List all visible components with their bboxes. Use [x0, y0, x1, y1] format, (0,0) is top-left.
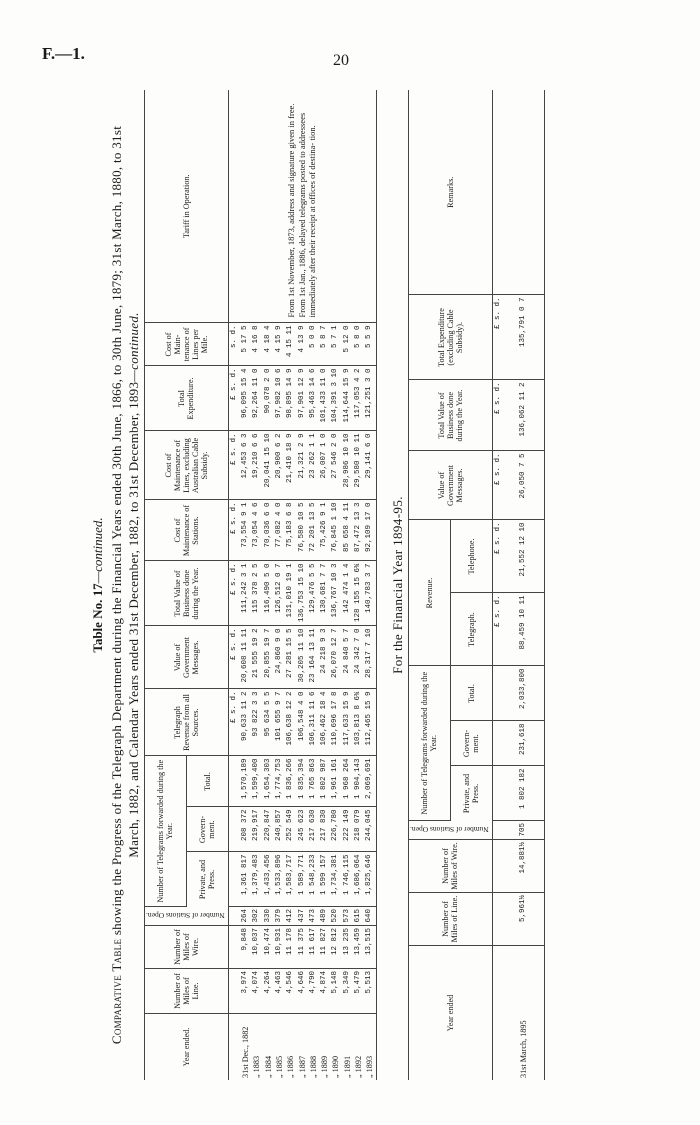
cell-revenue: 112,465 15 9: [364, 689, 376, 756]
cell-m-stations: 75,183 6 8: [285, 500, 296, 561]
cell-year: „ 1890: [331, 1055, 341, 1078]
fy-business: 136,062 11 2: [504, 380, 544, 451]
cell-private: 1,361 817: [240, 852, 251, 907]
cell-m-lines: 23 262 1 1: [308, 431, 319, 500]
cell-total: 1,774,753: [274, 756, 285, 807]
cell-per-mile: 4 15 11: [285, 323, 296, 366]
fy-col-govt-msgs: Value of Government Messages.: [409, 451, 493, 520]
fy-telegraph: 88,459 10 11: [504, 593, 544, 666]
cell-m-lines: 26,007 1 0: [319, 431, 330, 500]
cell-stations: 330: [263, 907, 274, 926]
units-business: £ s. d.: [228, 561, 240, 626]
cell-line: 4,463: [274, 969, 285, 1014]
col-stations: Number of Stations Open.: [146, 911, 225, 921]
cell-govt: 252 549: [285, 807, 296, 852]
fy-units-row: [492, 90, 504, 1080]
cell-revenue: 106,548 4 0: [297, 689, 308, 756]
cell-stations: 302: [251, 907, 262, 926]
fy-col-total: Total.: [450, 666, 492, 721]
cell-m-stations: 72 201 13 5: [308, 500, 319, 561]
cell-wire: 11 827: [319, 926, 330, 969]
cell-govt: 217 630: [308, 807, 319, 852]
cell-total: 1 968 264: [342, 756, 353, 807]
cell-wire: 13,459: [353, 926, 364, 969]
fy-col-expenditure: Total Expenditure (excluding Cable Subsidy).: [409, 295, 493, 380]
cell-m-stations: 76,580 10 5: [297, 500, 308, 561]
cell-wire: 13 235: [342, 926, 353, 969]
cell-per-mile: 4 18 4: [263, 323, 274, 366]
cell-total: 1,654,303: [263, 756, 274, 807]
cell-govt-value: 24 218 9 3: [319, 626, 330, 689]
cell-private: 1,734,381: [330, 852, 341, 907]
fy-units-business: £ s. d.: [492, 380, 504, 451]
cell-year: „ 1883: [252, 1055, 262, 1078]
cell-wire: 11 375: [297, 926, 308, 969]
cell-per-mile: 5 12 0: [342, 323, 353, 366]
cell-govt-value: 24 342 7 0: [353, 626, 364, 689]
cell-year: „ 1892: [354, 1055, 364, 1078]
cell-expend: 95,463 14 6: [308, 366, 319, 431]
cell-total: 1 836,266: [285, 756, 296, 807]
col-maint-stations: Cost of Maintenance of Stations.: [145, 500, 229, 561]
cell-year: „ 1888: [308, 1055, 318, 1078]
col-tariff: Tariff in Operation.: [145, 90, 229, 323]
cell-year: „ 1886: [286, 1055, 296, 1078]
tariff-text: From 1st November, 1873, address and signature given in free. From 1st Jan., 1886, delayed telegrams posted to addressees immediately after their receipt at offices of destina- tion.: [228, 90, 376, 323]
fy-col-stations: Number of Stations Open.: [410, 825, 489, 835]
cell-business: 142 474 1 4: [342, 561, 353, 626]
cell-m-lines: 28,986 10 10: [342, 431, 353, 500]
cell-stations: 437: [297, 907, 308, 926]
fy-telephone: 21,552 12 10: [504, 520, 544, 593]
page-reference: F.—1.: [42, 44, 85, 63]
cell-m-lines: 29,141 6 0: [364, 431, 376, 500]
fy-col-private: Private, and Press.: [450, 766, 492, 821]
col-government: Govern- ment.: [186, 807, 228, 852]
cell-revenue: 93 822 3 3: [251, 689, 262, 756]
cell-private: 1,583,717: [285, 852, 296, 907]
cell-business: 126,512 0 7: [274, 561, 285, 626]
cell-private: 1,433,456: [263, 852, 274, 907]
cell-line: 5,148: [330, 969, 341, 1014]
cell-m-stations: 75,426 9 1: [319, 500, 330, 561]
rotated-page-content: [90, 90, 690, 1080]
col-year: Year ended.: [145, 1014, 229, 1081]
cell-govt: 220,847: [263, 807, 274, 852]
cell-wire: 9,848: [240, 926, 251, 969]
progress-table: [144, 90, 377, 1080]
cell-year: „ 1893: [365, 1055, 375, 1078]
cell-line: 5,349: [342, 969, 353, 1014]
cell-private: 1 599 157: [319, 852, 330, 907]
cell-line: 3,974: [240, 969, 251, 1014]
financial-year-table: [408, 90, 545, 1080]
cell-expend: 97,982 10 6: [274, 366, 285, 431]
cell-govt: 217 830: [319, 807, 330, 852]
cell-govt-value: 30,205 11 10: [297, 626, 308, 689]
cell-expend: 97,901 12 9: [297, 366, 308, 431]
cell-expend: 92,264 11 0: [251, 366, 262, 431]
cell-line: 4,546: [285, 969, 296, 1014]
cell-total: 1,599,400: [251, 756, 262, 807]
cell-m-lines: 29,580 10 11: [353, 431, 364, 500]
cell-total: 1 835,394: [297, 756, 308, 807]
fy-total: 2,033,800: [504, 666, 544, 721]
fy-year: 31st March, 1895: [519, 1020, 529, 1078]
cell-per-mile: 5 0 0: [308, 323, 319, 366]
cell-business: 128 155 15 6¾: [353, 561, 364, 626]
cell-total: 1,570,189: [240, 756, 251, 807]
fy-remarks: [504, 90, 544, 295]
fy-col-telephone: Telephone.: [450, 520, 492, 593]
cell-per-mile: 5 17 5: [240, 323, 251, 366]
fy-col-miles-line: Number of Miles of Line.: [409, 893, 493, 946]
cell-per-mile: 5 7 1: [330, 323, 341, 366]
cell-per-mile: 5 8 0: [353, 323, 364, 366]
col-miles-wire: Number of Miles of Wire.: [145, 926, 229, 969]
cell-govt: 222 149: [342, 807, 353, 852]
units-lines: £ s. d.: [228, 431, 240, 500]
cell-per-mile: 5 5 9: [364, 323, 376, 366]
cell-line: 5,479: [353, 969, 364, 1014]
cell-govt-value: 24,860 9 0: [274, 626, 285, 689]
units-expend: £ s. d.: [228, 366, 240, 431]
cell-stations: 379: [274, 907, 285, 926]
cell-business: 130,681 7 7: [319, 561, 330, 626]
cell-expend: 104,391 3 10: [330, 366, 341, 431]
units-row: [228, 90, 240, 1080]
cell-stations: 412: [285, 907, 296, 926]
title-text: showing the Progress of the Telegraph Department during the Financial Years ended 30th June, 1866, to 30th June, 1879; 31st March, 1880, to 31st March, 1882, and Calendar Years ended 31st December, 1882, to 31st December, 1893: [109, 125, 141, 936]
cell-wire: 11 617: [308, 926, 319, 969]
cell-revenue: 103,813 8 6¾: [353, 689, 364, 756]
col-stations-cell: [145, 907, 229, 926]
title-lead: Comparative Table: [109, 938, 124, 1045]
cell-govt-value: 20,855 19 7: [263, 626, 274, 689]
fy-col-remarks: Remarks.: [409, 90, 493, 295]
col-private: Private, and Press.: [186, 852, 228, 907]
cell-m-stations: 92,109 17 0: [364, 500, 376, 561]
fy-units-expend: £ s. d.: [492, 295, 504, 380]
cell-govt-value: 26,070 12 7: [330, 626, 341, 689]
fy-stations: 705: [504, 821, 544, 840]
cell-govt: 208 372: [240, 807, 251, 852]
cell-business: 131,010 19 1: [285, 561, 296, 626]
cell-revenue: 90,633 11 2: [240, 689, 251, 756]
cell-expend: 121,251 3 0: [364, 366, 376, 431]
cell-wire: 13,515: [364, 926, 376, 969]
units-govt: £ s. d.: [228, 626, 240, 689]
units-per-mile: s. d.: [228, 323, 240, 366]
fy-col-telegrams-group: Number of Telegrams forwarded during the Year.: [409, 666, 451, 821]
cell-wire: 10,037: [251, 926, 262, 969]
cell-expend: 117,053 4 2: [353, 366, 364, 431]
cell-business: 116,490 5 0: [263, 561, 274, 626]
cell-year: „ 1887: [297, 1055, 307, 1078]
cell-business: 111,242 3 1: [240, 561, 251, 626]
cell-m-lines: 21,321 2 9: [297, 431, 308, 500]
cell-year: „ 1891: [342, 1055, 352, 1078]
cell-revenue: 106,311 11 6: [308, 689, 319, 756]
cell-private: 1,379,483: [251, 852, 262, 907]
cell-year: „ 1885: [274, 1055, 284, 1078]
cell-per-mile: 4 13 9: [297, 323, 308, 366]
col-telegrams-group: Number of Telegrams forwarded during the Year.: [145, 756, 187, 907]
cell-govt: 244,045: [364, 807, 376, 852]
cell-m-stations: 70,036 6 0: [263, 500, 274, 561]
fy-data-row: [504, 90, 544, 1080]
cell-govt-value: 24 840 5 7: [342, 626, 353, 689]
cell-stations: 520: [330, 907, 341, 926]
fy-private: 1 802 182: [504, 766, 544, 821]
fy-units-telegraph: £ s. d.: [492, 593, 504, 666]
col-maint-lines: Cost of Maintenance of Lines, excluding Australian Cable Subsidy.: [145, 431, 229, 500]
table-number: [90, 90, 106, 1080]
cell-m-lines: 27 546 2 0: [330, 431, 341, 500]
col-miles-line: Number of Miles of Line.: [145, 969, 229, 1014]
title-continued: —continued.: [126, 312, 141, 382]
cell-stations: 640: [364, 907, 376, 926]
cell-govt: 218 079: [353, 807, 364, 852]
cell-m-stations: 85 658 4 11: [342, 500, 353, 561]
cell-revenue: 110,696 17 8: [330, 689, 341, 756]
cell-line: 5,513: [364, 969, 376, 1014]
cell-revenue: 106,462 18 4: [319, 689, 330, 756]
cell-m-stations: 73,554 9 1: [240, 500, 251, 561]
cell-private: 1 589,771: [297, 852, 308, 907]
cell-business: 129,476 5 5: [308, 561, 319, 626]
cell-total: 1 802 987: [319, 756, 330, 807]
cell-stations: 473: [308, 907, 319, 926]
cell-govt: 240,857: [274, 807, 285, 852]
cell-govt-value: 27 281 15 5: [285, 626, 296, 689]
cell-per-mile: 5 8 7: [319, 323, 330, 366]
fy-col-miles-wire: Number of Miles of Wire.: [409, 840, 493, 893]
table-number-main: Table No. 17: [90, 583, 105, 653]
fy-col-total-business: Total Value of Business done during the Year.: [409, 380, 493, 451]
cell-line: 4,874: [319, 969, 330, 1014]
fy-col-telegraph: Telegraph.: [450, 593, 492, 666]
cell-stations: 615: [353, 907, 364, 926]
cell-revenue: 106,638 12 2: [285, 689, 296, 756]
cell-wire: 11 178: [285, 926, 296, 969]
cell-govt-value: 28,317 7 10: [364, 626, 376, 689]
fy-miles-line: 5,961½: [504, 893, 544, 946]
col-expenditure: Total Expenditure.: [145, 366, 229, 431]
cell-stations: 264: [240, 907, 251, 926]
cell-m-lines: 21,410 18 9: [285, 431, 296, 500]
fy-govt-value: 26,050 7 5: [504, 451, 544, 520]
cell-year: 31st Dec., 1882: [241, 1026, 251, 1078]
cell-wire: 12 812: [330, 926, 341, 969]
cell-govt-value: 21 555 19 2: [251, 626, 262, 689]
cell-m-stations: 73,054 4 6: [251, 500, 262, 561]
cell-line: 4,264: [263, 969, 274, 1014]
cell-stations: 489: [319, 907, 330, 926]
cell-private: 1,533,896: [274, 852, 285, 907]
financial-year-heading: For the Financial Year 1894-95.: [390, 496, 405, 674]
col-per-mile: Cost of Main- tenance of Lines per Mile.: [145, 323, 229, 366]
cell-business: 136,753 15 10: [297, 561, 308, 626]
cell-total: 1,961 161: [330, 756, 341, 807]
fy-units-telephone: £ s. d.: [492, 520, 504, 593]
fy-col-revenue-group: Revenue.: [409, 520, 451, 666]
cell-year: „ 1889: [320, 1055, 330, 1078]
cell-private: 1,686,064: [353, 852, 364, 907]
cell-private: 1 548,233: [308, 852, 319, 907]
cell-stations: 573: [342, 907, 353, 926]
units-stations: £ s. d.: [228, 500, 240, 561]
cell-govt: 219,917: [251, 807, 262, 852]
table-number-continued: —continued.: [90, 517, 105, 584]
cell-private: 1,825,646: [364, 852, 376, 907]
cell-m-lines: 20,900 6 2: [274, 431, 285, 500]
fy-units-govt: £ s. d.: [492, 451, 504, 520]
cell-expend: 101,433 11 0: [319, 366, 330, 431]
cell-wire: 10,931: [274, 926, 285, 969]
col-revenue: Telegraph Revenue from all Sources.: [145, 689, 229, 756]
cell-line: 4,790: [308, 969, 319, 1014]
cell-business: 115 378 2 5: [251, 561, 262, 626]
cell-m-stations: 76,845 1 10: [330, 500, 341, 561]
col-total: Total.: [186, 756, 228, 807]
fy-expenditure: 135,791 0 7: [504, 295, 544, 380]
cell-m-lines: 12,453 6 3: [240, 431, 251, 500]
page-number: 20: [333, 52, 349, 69]
cell-revenue: 101 655 9 7: [274, 689, 285, 756]
cell-business: 136,767 10 3: [330, 561, 341, 626]
fy-col-government: Govern- ment.: [450, 721, 492, 766]
cell-wire: 10,474: [263, 926, 274, 969]
fy-col-stations-cell: [409, 821, 493, 840]
cell-line: 4,646: [297, 969, 308, 1014]
cell-m-lines: 19,210 6 6: [251, 431, 262, 500]
fy-miles-wire: 14,881½: [504, 840, 544, 893]
units-revenue: £ s. d.: [228, 689, 240, 756]
cell-govt-value: 20,608 11 11: [240, 626, 251, 689]
fy-government: 231,618: [504, 721, 544, 766]
cell-expend: 98,895 14 9: [285, 366, 296, 431]
cell-per-mile: 4 16 8: [251, 323, 262, 366]
cell-expend: 96,095 15 4: [240, 366, 251, 431]
cell-revenue: 117,633 15 9: [342, 689, 353, 756]
cell-year: „ 1884: [263, 1055, 273, 1078]
cell-line: 4,074: [251, 969, 262, 1014]
cell-expend: 90,078 2 0: [263, 366, 274, 431]
cell-total: 2,069,691: [364, 756, 376, 807]
cell-business: 140,783 3 7: [364, 561, 376, 626]
progress-table-body: [228, 90, 376, 1080]
cell-m-lines: 20,041 15 10: [263, 431, 274, 500]
cell-total: 1 904,143: [353, 756, 364, 807]
cell-govt-value: 23 164 13 11: [308, 626, 319, 689]
col-govt-msgs: Value of Government Messages.: [145, 626, 229, 689]
cell-m-stations: 87,472 13 3: [353, 500, 364, 561]
cell-m-stations: 77,082 4 0: [274, 500, 285, 561]
fy-col-year: Year ended: [409, 946, 493, 1081]
col-total-business: Total Value of Business done during the Year.: [145, 561, 229, 626]
cell-expend: 114,644 15 9: [342, 366, 353, 431]
table-title: [108, 110, 142, 1060]
cell-private: 1 746,115: [342, 852, 353, 907]
cell-revenue: 95 634 5 5: [263, 689, 274, 756]
cell-govt: 245 623: [297, 807, 308, 852]
cell-per-mile: 4 15 9: [274, 323, 285, 366]
cell-total: 1 765 863: [308, 756, 319, 807]
cell-govt: 226,780: [330, 807, 341, 852]
